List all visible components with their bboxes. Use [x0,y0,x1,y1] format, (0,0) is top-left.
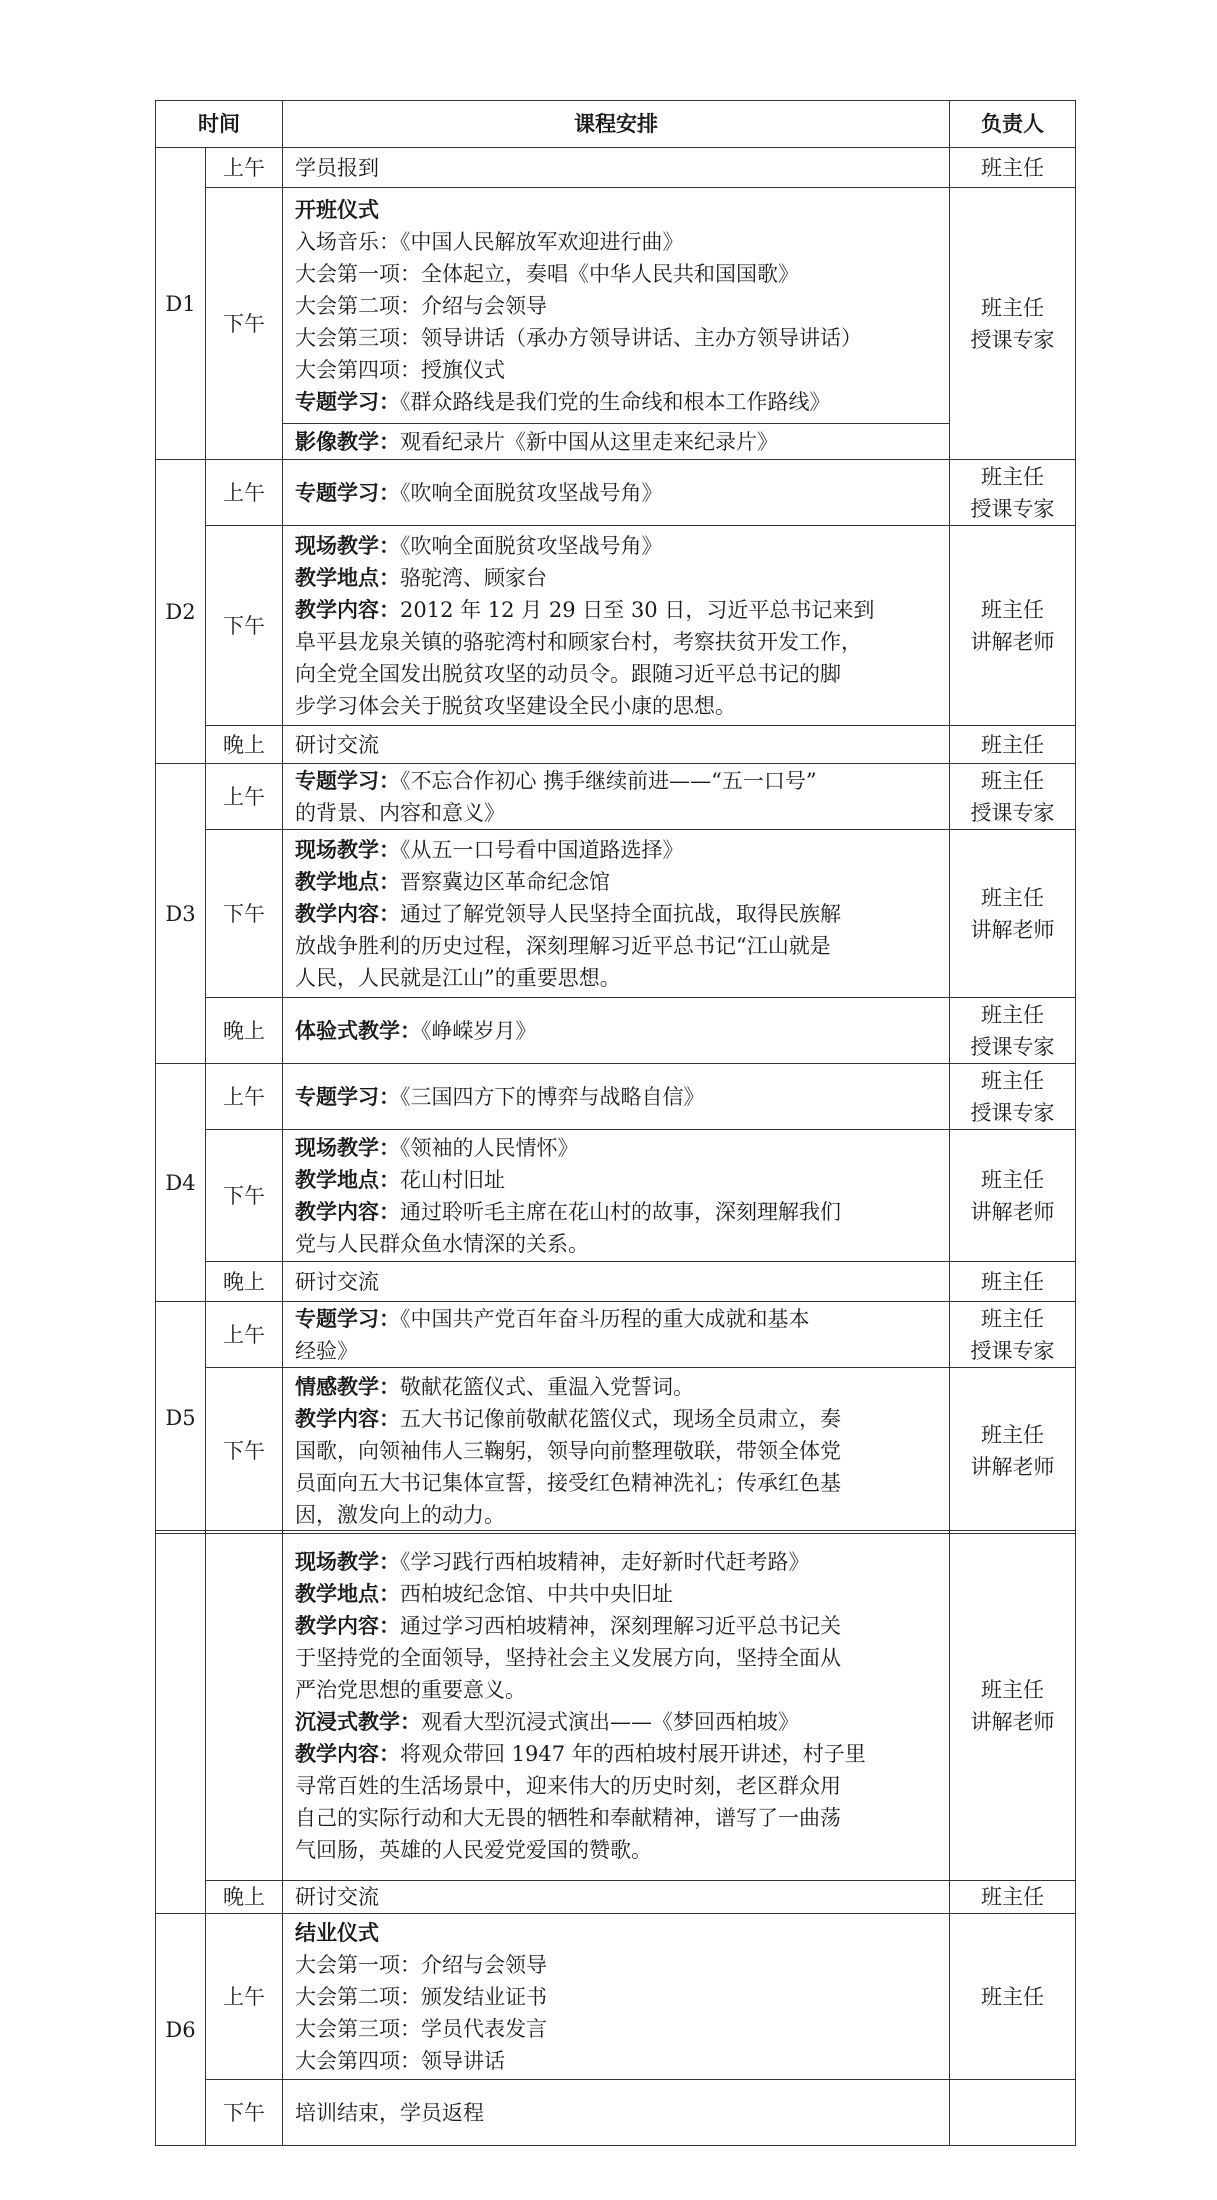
content-line-text: 骆驼湾、顾家台 [400,565,547,590]
content-line-text: 大会第一项：介绍与会领导 [295,1952,547,1977]
content-line-text: 《从五一口号看中国道路选择》 [400,837,684,862]
content-line [295,152,943,184]
schedule-content [283,1262,950,1302]
content-line-text: 《三国四方下的博弈与战略自信》 [400,1084,705,1109]
content-line-text: 大会第二项：介绍与会领导 [295,293,547,318]
content-line [295,1770,943,1802]
responsible-person: 班主任 [981,1885,1044,1909]
responsible-person: 班主任 [981,1422,1044,1447]
content-line [295,1738,943,1770]
content-line-text: 气回肠，英雄的人民爱党爱国的赞歌。 [295,1837,652,1862]
content-line [295,2045,943,2077]
responsible-person: 班主任 [981,295,1044,320]
schedule-content [283,1064,950,1130]
content-line [295,729,943,761]
responsible-person: 班主任 [981,1002,1044,1027]
responsible-person: 授课专家 [970,800,1055,825]
schedule-content [283,1302,950,1368]
content-line-heading: 结业仪式 [295,1919,379,1945]
content-line [295,1015,943,1047]
schedule-content [283,2080,950,2146]
content-line [295,765,943,797]
period-label: 上午 [206,1064,283,1130]
responsible-person: 班主任 [981,768,1044,793]
content-line-text: 于坚持党的全面领导，坚持社会主义发展方向，坚持全面从 [295,1645,841,1670]
content-line [295,1610,943,1642]
content-line-text: 通过学习西柏坡精神，深刻理解习近平总书记关 [400,1613,841,1638]
period-label: 晚上 [206,726,283,764]
responsible-cell [950,1368,1076,1534]
content-line-text: 寻常百姓的生活场景中，迎来伟大的历史时刻，老区群众用 [295,1773,841,1798]
responsible-person: 讲解老师 [970,1709,1055,1734]
content-line-heading: 教学内容： [295,1740,400,1766]
content-line-text: 研讨交流 [295,732,379,757]
schedule-content [283,830,950,998]
schedule-content [283,726,950,764]
content-line [295,1674,943,1706]
schedule-content [283,1368,950,1534]
responsible-cell [950,830,1076,998]
period-label: 上午 [206,148,283,188]
responsible-person: 班主任 [981,1677,1044,1702]
content-line [295,898,943,930]
content-line-heading: 教学内容： [295,596,400,622]
content-line-text: 国歌，向领袖伟人三鞠躬，领导向前整理敬联，带领全体党 [295,1438,841,1463]
content-line [295,2013,943,2045]
schedule-content [283,424,950,460]
schedule-table-part-2 [155,1530,1076,2146]
responsible-cell [950,1531,1076,1881]
day-label: D1 [156,148,206,460]
responsible-cell [950,726,1076,764]
content-line [295,594,943,626]
content-line-heading: 专题学习： [295,1083,400,1109]
content-line [295,1834,943,1866]
content-line [295,1706,943,1738]
schedule-content [283,998,950,1064]
content-line-text: 大会第四项：授旗仪式 [295,357,505,382]
period-cell-continued [206,1531,283,1881]
schedule-content [283,148,950,188]
responsible-person: 授课专家 [970,496,1055,521]
content-line-heading: 沉浸式教学： [295,1708,421,1734]
period-label: 下午 [206,1130,283,1262]
content-line [295,930,943,962]
responsible-cell [950,1881,1076,1914]
content-line-text: 《领袖的人民情怀》 [400,1135,579,1160]
responsible-person: 班主任 [981,1306,1044,1331]
content-line-heading: 影像教学： [295,428,400,454]
content-line-text: 观看大型沉浸式演出——《梦回西柏坡》 [421,1709,799,1734]
period-label: 上午 [206,764,283,830]
content-line [295,1467,943,1499]
content-line [295,1164,943,1196]
content-line [295,797,943,829]
content-line [295,226,943,258]
responsible-cell [950,188,1076,460]
responsible-person: 班主任 [981,155,1044,180]
content-line-heading: 教学地点： [295,564,400,590]
content-line-text: 阜平县龙泉关镇的骆驼湾村和顾家台村，考察扶贫开发工作， [295,629,862,654]
content-line-text: 花山村旧址 [400,1167,505,1192]
content-line-text: 《不忘合作初心 携手继续前进——“五一口号” [400,768,817,793]
responsible-person: 授课专家 [970,1100,1055,1125]
day-label: D5 [156,1302,206,1534]
content-line-text: 大会第三项：学员代表发言 [295,2016,547,2041]
content-line [295,1881,943,1913]
content-line-text: 大会第四项：领导讲话 [295,2048,505,2073]
content-line-text: 2012 年 12 月 29 日至 30 日，习近平总书记来到 [400,597,875,622]
period-label: 晚上 [206,1881,283,1914]
responsible-cell [950,526,1076,726]
content-line [295,1371,943,1403]
content-line-text: 员面向五大书记集体宣誓，接受红色精神洗礼；传承红色基 [295,1470,841,1495]
header-responsible: 负责人 [950,101,1076,148]
responsible-cell [950,1130,1076,1262]
content-line-text: 步学习体会关于脱贫攻坚建设全民小康的思想。 [295,693,736,718]
content-line [295,290,943,322]
period-label: 上午 [206,460,283,526]
responsible-cell [950,998,1076,1064]
responsible-person: 班主任 [981,1269,1044,1294]
content-line [295,530,943,562]
content-line-text: 《吹响全面脱贫攻坚战号角》 [400,533,663,558]
content-line [295,1403,943,1435]
content-line [295,690,943,722]
responsible-person: 班主任 [981,1984,1044,2009]
content-line [295,1578,943,1610]
content-line-heading: 专题学习： [295,1305,400,1331]
content-line-text: 向全党全国发出脱贫攻坚的动员令。跟随习近平总书记的脚 [295,661,841,686]
content-line [295,1981,943,2013]
content-line [295,1917,943,1949]
content-line [295,1642,943,1674]
content-line [295,1546,943,1578]
header-time: 时间 [156,101,283,148]
content-line-heading: 现场教学： [295,836,400,862]
responsible-cell [950,2080,1076,2146]
responsible-person: 讲解老师 [970,1199,1055,1224]
content-line [295,1196,943,1228]
content-line-text: 研讨交流 [295,1885,379,1909]
header-row [156,101,1076,148]
responsible-person: 班主任 [981,885,1044,910]
content-line [295,834,943,866]
content-line-text: 五大书记像前敬献花篮仪式，现场全员肃立，奏 [400,1406,841,1431]
content-line-text: 将观众带回 1947 年的西柏坡村展开讲述，村子里 [400,1741,866,1766]
period-label: 下午 [206,830,283,998]
schedule-table-part-1 [155,100,1076,1534]
schedule-content [283,1531,950,1881]
content-line-heading: 专题学习： [295,388,400,414]
content-line [295,1228,943,1260]
schedule-content [283,526,950,726]
responsible-cell [950,460,1076,526]
responsible-person: 班主任 [981,597,1044,622]
schedule-content [283,1130,950,1262]
responsible-cell [950,1914,1076,2080]
content-line [295,1303,943,1335]
content-line-heading: 情感教学： [295,1373,400,1399]
responsible-person: 授课专家 [970,327,1055,352]
responsible-person: 班主任 [981,1167,1044,1192]
content-line-text: 《群众路线是我们党的生命线和根本工作路线》 [400,389,831,414]
content-line-text: 的背景、内容和意义》 [295,800,505,825]
content-line-heading: 教学内容： [295,1198,400,1224]
content-line [295,258,943,290]
schedule-content [283,188,950,424]
responsible-person: 授课专家 [970,1034,1055,1059]
content-line [295,626,943,658]
period-label: 上午 [206,1914,283,2080]
header-schedule: 课程安排 [283,101,950,148]
period-label: 上午 [206,1302,283,1368]
responsible-cell [950,1064,1076,1130]
content-line-heading: 开班仪式 [295,196,379,222]
content-line-heading: 专题学习： [295,479,400,505]
content-line [295,562,943,594]
day-label: D2 [156,460,206,764]
content-line-text: 《吹响全面脱贫攻坚战号角》 [400,480,663,505]
content-line-text: 敬献花篮仪式、重温入党誓词。 [400,1374,694,1399]
content-line [295,386,943,418]
period-label: 晚上 [206,998,283,1064]
content-line-text: 人民，人民就是江山”的重要思想。 [295,965,621,990]
content-line-text: 严治党思想的重要意义。 [295,1677,526,1702]
content-line-text: 因，激发向上的动力。 [295,1502,505,1527]
content-line [295,658,943,690]
content-line [295,354,943,386]
content-line-heading: 现场教学： [295,532,400,558]
content-line-text: 观看纪录片《新中国从这里走来纪录片》 [400,429,778,454]
content-line-heading: 教学地点： [295,868,400,894]
day-label: D4 [156,1064,206,1302]
schedule-content [283,764,950,830]
content-line [295,1499,943,1531]
period-label: 下午 [206,526,283,726]
content-line [295,1132,943,1164]
content-line-text: 《峥嵘岁月》 [421,1018,537,1043]
schedule-content [283,1914,950,2080]
content-line [295,1266,943,1298]
content-line [295,426,943,458]
period-label: 下午 [206,2080,283,2146]
content-line-text: 通过聆听毛主席在花山村的故事，深刻理解我们 [400,1199,841,1224]
content-line-text: 自己的实际行动和大无畏的牺牲和奉献精神，谱写了一曲荡 [295,1805,841,1830]
content-line [295,1435,943,1467]
content-line [295,322,943,354]
period-label: 下午 [206,188,283,460]
content-line [295,866,943,898]
day-label: D3 [156,764,206,1064]
day-cell-continued [156,1531,206,1914]
content-line [295,1081,943,1113]
responsible-person: 授课专家 [970,1338,1055,1363]
content-line-text: 培训结束，学员返程 [295,2100,484,2125]
day-label: D6 [156,1914,206,2146]
content-line [295,477,943,509]
content-line-text: 经验》 [295,1338,358,1363]
responsible-person: 讲解老师 [970,1454,1055,1479]
content-line-heading: 教学地点： [295,1580,400,1606]
content-line [295,962,943,994]
responsible-cell [950,764,1076,830]
schedule-content [283,1881,950,1914]
content-line-heading: 现场教学： [295,1548,400,1574]
responsible-cell [950,1302,1076,1368]
content-line [295,2097,943,2129]
responsible-person: 讲解老师 [970,629,1055,654]
content-line-text: 大会第二项：颁发结业证书 [295,1984,547,2009]
content-line-text: 党与人民群众鱼水情深的关系。 [295,1231,589,1256]
content-line-text: 入场音乐：《中国人民解放军欢迎进行曲》 [295,229,684,254]
responsible-person: 讲解老师 [970,917,1055,942]
content-line-text: 西柏坡纪念馆、中共中央旧址 [400,1581,673,1606]
responsible-person: 班主任 [981,1068,1044,1093]
content-line [295,1949,943,1981]
content-line-text: 《中国共产党百年奋斗历程的重大成就和基本 [400,1306,810,1331]
content-line-heading: 教学地点： [295,1166,400,1192]
content-line-text: 《学习践行西柏坡精神，走好新时代赶考路》 [400,1549,810,1574]
content-line-heading: 教学内容： [295,1405,400,1431]
content-line-text: 大会第一项：全体起立，奏唱《中华人民共和国国歌》 [295,261,799,286]
content-line-text: 学员报到 [295,155,379,180]
content-line-heading: 体验式教学： [295,1017,421,1043]
content-line-text: 通过了解党领导人民坚持全面抗战，取得民族解 [400,901,841,926]
responsible-cell [950,1262,1076,1302]
content-line [295,194,943,226]
responsible-person: 班主任 [981,732,1044,757]
period-label: 下午 [206,1368,283,1534]
content-line-heading: 教学内容： [295,1612,400,1638]
content-line-heading: 专题学习： [295,767,400,793]
responsible-person: 班主任 [981,464,1044,489]
content-line-text: 放战争胜利的历史过程，深刻理解习近平总书记“江山就是 [295,933,831,958]
content-line-heading: 现场教学： [295,1134,400,1160]
content-line [295,1802,943,1834]
period-label: 晚上 [206,1262,283,1302]
content-line [295,1335,943,1367]
responsible-cell [950,148,1076,188]
schedule-content [283,460,950,526]
content-line-heading: 教学内容： [295,900,400,926]
content-line-text: 大会第三项：领导讲话（承办方领导讲话、主办方领导讲话） [295,325,862,350]
content-line-text: 晋察冀边区革命纪念馆 [400,869,610,894]
content-line-text: 研讨交流 [295,1269,379,1294]
